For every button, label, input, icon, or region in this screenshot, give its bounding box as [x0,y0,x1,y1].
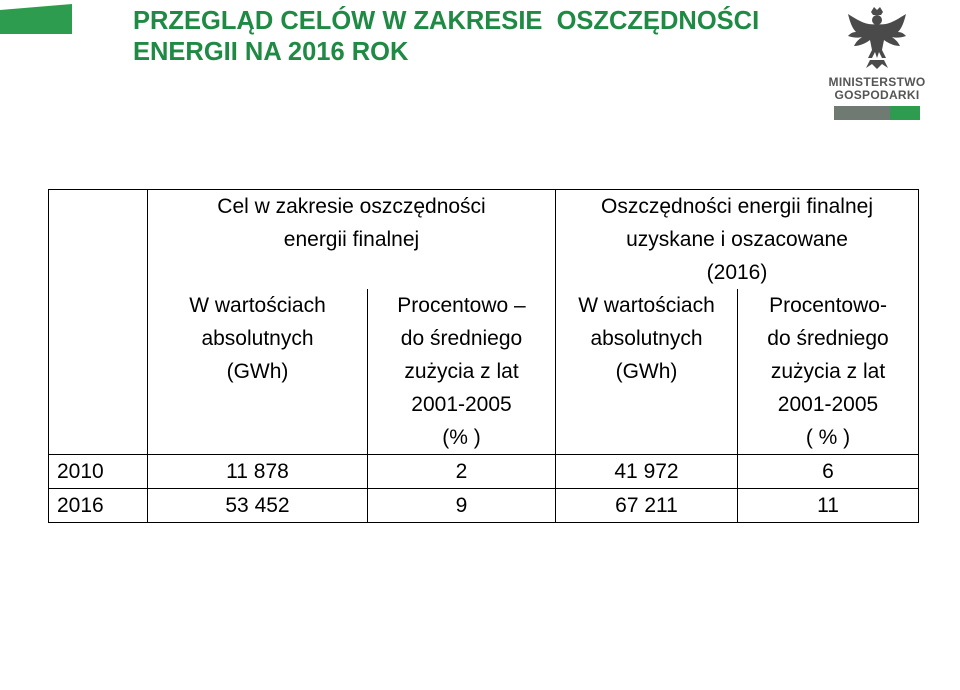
logo-stripe [834,106,920,120]
target-abs-header: W wartościach absolutnych (GWh) [148,289,368,455]
logo-text-gospodarki: GOSPODARKI [834,88,920,102]
target-abs-cell: 11 878 [148,455,368,489]
ministry-logo [828,6,926,124]
table-row [49,455,919,489]
page-title [133,6,759,68]
title-line-1: PRZEGLĄD CELÓW W ZAKRESIE OSZCZĘDNOŚCI [133,7,760,35]
eagle-emblem-icon [844,6,910,70]
group-header-row [49,190,919,290]
sub-header-row [49,289,919,455]
achieved-abs-cell: 67 211 [556,489,738,523]
year-cell: 2010 [49,455,148,489]
header-accent-bar [0,4,72,34]
logo-text-ministerstwo: MINISTERSTWO [828,75,926,89]
achieved-abs-header: W wartościach absolutnych (GWh) [556,289,738,455]
table-row [49,489,919,523]
energy-savings-table [48,189,919,523]
target-pct-cell: 2 [368,455,556,489]
target-abs-cell: 53 452 [148,489,368,523]
achieved-pct-cell: 11 [738,489,919,523]
target-pct-cell: 9 [368,489,556,523]
achieved-pct-header: Procentowo- do średniego zużycia z lat 2001-2005 ( % ) [738,289,919,455]
year-cell: 2016 [49,489,148,523]
target-group-header: Cel w zakresie oszczędności energii finalnej [148,190,556,290]
achieved-abs-cell: 41 972 [556,455,738,489]
year-header-cell [49,190,148,455]
achieved-pct-cell: 6 [738,455,919,489]
achieved-group-header: Oszczędności energii finalnej uzyskane i oszacowane (2016) [556,190,919,290]
title-line-2: ENERGII NA 2016 ROK [133,38,409,66]
target-pct-header: Procentowo – do średniego zużycia z lat 2001-2005 (% ) [368,289,556,455]
